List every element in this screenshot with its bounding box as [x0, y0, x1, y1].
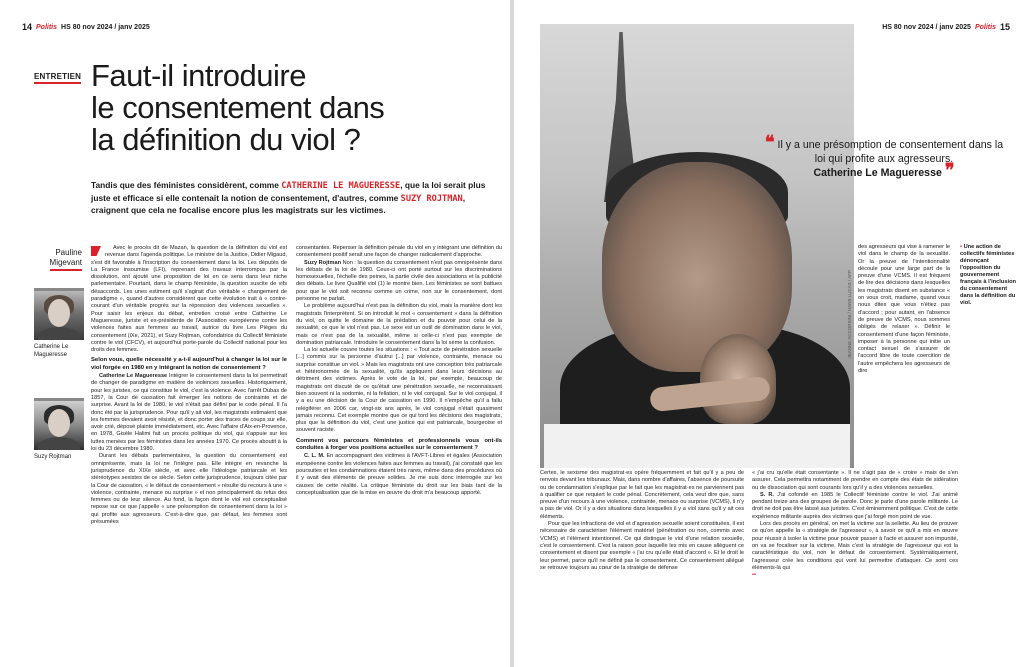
paragraph: Certes, le sexisme des magistrat·es opère fréquemment et fait qu'il y a peu de renvois devant les tribunaux. Mais, dans nombre d'affaires, l'absence de poursuite ou de condamnation s'explique par le fait que les magistrat·es ne parviennent pas à qualifier ce que requiert le code pénal. Concrètement, cela veut dire que, sans preuve d'un recours à une violence, contrainte, menace ou surprise (VCMS), il n'y a pas de viol. Or il y a des situations dans lesquelles il y a viol sans qu'il y ait ces éléments.: [540, 470, 744, 520]
speaker-name: Suzy Rojtman: [304, 259, 341, 266]
close-quote-icon: ❞: [944, 160, 955, 181]
speaker-name: Catherine Le Magueresse: [99, 373, 168, 380]
brand-name: Politis: [36, 23, 58, 31]
photo-caption-text: Une action de collectifs féministes dénonçant l'opposition du gouvernement français à l'inclusion du consentement dans la définition du viol.: [960, 244, 1017, 306]
headline-line: Faut-il introduire: [91, 58, 306, 93]
standfirst-name-highlight: CATHERINE LE MAGUERESSE: [281, 181, 401, 191]
interview-answer: [91, 373, 287, 453]
headline-line: la définition du viol ?: [91, 122, 361, 157]
article-column-right-1: [540, 470, 744, 660]
article-column-2: [296, 245, 502, 659]
pull-quote-text: Il y a une présomption de consentement dans la loi qui profite aux agresseurs.: [777, 139, 1004, 165]
interview-answer: [752, 492, 958, 521]
portrait-caption: Catherine Le Magueresse: [34, 344, 69, 358]
standfirst-text: , que la loi serait plus juste et efficace si elle contenait la notion de consentement, d'autres, comme: [91, 180, 486, 203]
answer-text: Non : la question du consentement n'est pas omniprésente dans les débats de la loi de 1980. Ceux-ci ont porté surtout sur les discriminations homosexuelles, l'échelle des peines, la partie civile des associations et la publicité des débats. Le livre Qualifié viol (1) le montre bien. Les féministes se sont battues pour que le viol soit reconnu comme un crime, non sur le consentement, dont personne ne parlait.: [296, 259, 502, 303]
paragraph: consentantes. Repenser la définition pénale du viol en y intégrant une définition du consentement positif serait une façon de changer radicalement d'approche.: [296, 245, 502, 259]
answer-text: J'ai cofondé en 1985 le Collectif féministe contre le viol. J'ai animé pendant treize ans des groupes de parole. Donc je parle d'une parole militante. Le droit ne doit pas être laissé aux juristes. C'est éminemment politique. C'est de cette expérience militante auprès des victimes que j'ai forgé mon point de vue.: [752, 491, 958, 520]
pull-quote: [762, 132, 1006, 181]
paragraph: Durant les débats parlementaires, la question du consentement est omniprésente, mais la loi ne l'intègre pas. Elle intègre en revanche la jurisprudence du XIXe siècle, et avec elle l'idéologie patriarcale et les stéréotypes sexistes de ce siècle. Selon cette jurisprudence, toujours citée par la Cour de cassation, « le défaut de consentement » résulte du recours à une « violence, contrainte, menace ou surprise » et non principalement du refus des femmes ou de leur silence. Au fond, la façon dont le viol est conceptualisé repose sur ce que j'appelle « une présomption de consentement dans la loi » qui profite aux agresseurs. C'est-à-dire que, par défaut, les femmes sont présumées: [91, 453, 287, 525]
paragraph: Avec le procès dit de Mazan, la question de la définition du viol est revenue dans l'agenda politique. Le ministre de la Justice, Didier Migaud, s'est dit favorable à l'inscription du consentement dans la loi. Les députés de La France insoumise (LFI), reprenant des travaux interrompus par la dissolution, ont ajouté une proposition de loi en ce sens dans leur niche parlementaire. Pourtant, dans le champ féministe, la question suscite de vifs désaccords. Les unes estiment qu'il s'agirait d'un véritable « changement de paradigme », quand d'autres considèrent que cette évolution irait à « contre-courant d'un véritable progrès sur la répression des violences sexuelles ». Pour saisir les enjeux du débat, entretien croisé entre Catherine Le Magueresse, juriste et ex-présidente de l'Association européenne contre les violences faites aux femmes au travail, autrice du livre Les Pièges du consentement (iXe, 2021), et Suzy Rojtman, cofondatrice du Collectif féministe contre le viol (CFCV), et aujourd'hui porte-parole du Collectif national pour les droits des femmes.: [91, 245, 287, 354]
standfirst-text: , craignent que cela ne focalise encore plus les magistrats sur les victimes.: [91, 192, 466, 215]
protest-sign: [544, 424, 850, 468]
portrait-photo: [34, 288, 84, 340]
issue-label: HS 80 nov 2024 / janv 2025: [61, 23, 150, 31]
paragraph: La loi actuelle couvre toutes les situations : « Tout acte de pénétration sexuelle [...] commis sur la personne d'autrui [...] par violence, contrainte, menace ou surprise constitue un viol. » Mais les magistrats ont une conception très patriarcale et hétéronormée de la sexualité, qu'ils appliquent dans leurs décisions au détriment des victimes. Après le vote de la loi, par exemple, beaucoup de magistrats ont discuté de ce qu'était une pénétration sexuelle, ne reconnaissant bien souvent ni la sodomie, ni la fellation, ni le viol conjugal. Sur le viol conjugal, il y a eu une décision de la Cour de cassation en 1990. Il n'empêche qu'il a fallu relégiférer en 2006 car, vingt-six ans après, le viol conjugal n'était quasiment jamais reconnu. Cet exemple montre que ce qui tord les décisions des magistrats, plus que la définition du viol, c'est une justice qui est patriarcale, bourgeoise et souvent raciste.: [296, 347, 502, 434]
article-column-1: [91, 245, 287, 659]
article-column-right-upper: [858, 244, 950, 466]
interview-answer: [296, 453, 502, 497]
portrait-photo: [34, 398, 84, 450]
photo-credit: JEANNE ACCORSINI / HANS LUCAS / AFP: [847, 270, 852, 359]
portrait-caption: Suzy Rojtman: [34, 454, 72, 460]
folio-left: [22, 22, 150, 32]
author-first-name: Pauline: [55, 248, 82, 257]
answer-text: En accompagnant des victimes à l'AVFT-Libres et égales (Association européenne contre les violences faites aux femmes au travail), j'ai constaté que les poursuites et les condamnations étaient très rares, même dans des procédures où il y avait des éléments de preuve solides. Je me suis donc interrogée sur les causes de cette réalité. La critique féministe du droit sur les biais tant de la conceptualisation que de la mise en œuvre du droit m'a beaucoup apporté.: [296, 453, 502, 496]
interview-question: Comment vos parcours féministes et professionnels vous ont-ils conduites à forger vos positions actuelles sur le consentement ?: [296, 437, 502, 452]
bullet-icon: •: [960, 244, 964, 250]
author-last-name: Migevant: [50, 258, 82, 271]
section-rubric: ENTRETIEN: [34, 72, 81, 84]
speaker-name: C. L. M.: [304, 453, 325, 460]
interview-answer: [296, 260, 502, 304]
left-page: [0, 0, 510, 667]
paragraph: Pour que les infractions de viol et d'agression sexuelle soient constituées, il est nécessaire de caractériser l'élément matériel (pénétration ou non, commis avec VCMS) et l'élément intentionnel. Ce qui distingue le viol d'une relation sexuelle, c'est le consentement. C'est la raison pour laquelle les mis en cause allèguent ce consentement et disent par exemple « j'ai cru qu'elle était d'accord ». Et le droit le leur permet, parce qu'il ne définit pas le consentement. Ce consentement allégué se retrouve toujours au cœur de la stratégie de défense: [540, 521, 744, 571]
author-byline: [34, 248, 82, 271]
folio-right: [882, 22, 1010, 32]
standfirst-text: Tandis que des féministes considèrent, comme: [91, 180, 282, 190]
article-headline: [91, 60, 501, 156]
standfirst-name-highlight: SUZY ROJTMAN: [400, 193, 463, 204]
mask-face: [602, 162, 792, 372]
paragraph: « j'ai cru qu'elle était consentante ». Il ne s'agit pas de « croire » mais de s'en assurer. Cela permettra notamment de prendre en compte des états de sidération ou de dissociation qui sont courants lors qu'il y a des violences sexuelles.: [752, 470, 958, 491]
paragraph: Lors des procès en général, on met la victime sur la sellette. Au lieu de prouver ce qu'on appelle la « stratégie de l'agresseur », à savoir ce qu'il a mis en œuvre pour réussir à isoler la victime pour pouvoir passer à l'acte et assurer son impunité, on va se focaliser sur la victime. Mais c'est la stratégie de l'agresseur qui est la caractéristique du viol, non le défaut de consentement. Systématiquement, l'agresseur crée les conditions qui vont lui permettre d'attaquer. Ce sont ces éléments-là qui: [752, 521, 958, 571]
speaker-name: S. R.: [760, 491, 774, 498]
page-number: 15: [999, 22, 1010, 32]
open-quote-icon: ❝: [764, 132, 775, 153]
protest-photo: [540, 24, 854, 468]
headline-line: le consentement dans: [91, 90, 385, 125]
interview-question: Selon vous, quelle nécessité y a-t-il aujourd'hui à changer la loi sur le viol forgée en 1980 en y intégrant la notion de consentement ?: [91, 357, 287, 371]
page-number: 14: [22, 22, 33, 32]
article-column-right-2: [752, 470, 958, 660]
article-standfirst: [91, 180, 501, 217]
photo-caption: [960, 244, 1020, 307]
paragraph: Le problème aujourd'hui n'est pas la définition du viol, mais la manière dont les magistrats l'interprètent. Si on introduit le mot « consentement » dans la définition du viol, on quitte le domaine de la prédation et du pouvoir pour celui de la sexualité, ce que le viol n'est pas. Le sexe est un outil de domination dans le viol, mais ce n'est pas de la sexualité, même si celle-ci n'est pas exempte de domination patriarcale. Introduire le consentement dans la loi sème la confusion.: [296, 303, 502, 346]
right-page: [514, 0, 1024, 667]
pull-quote-author: Catherine Le Magueresse: [813, 167, 942, 179]
answer-text: Intégrer le consentement dans la loi permettrait de changer de paradigme en matière de violences sexuelles. Historiquement, pour les juristes, ce qui constitue le viol, c'est la violence. Avec l'arrêt Dubas de 1857, la Cour de cassation fait émerger les notions de contrainte et de surprise. Avant la loi de 1980, le viol n'était pas défini par le code pénal. Il l'a donc été par la jurisprudence. Pour qu'il y ait viol, les magistrats estimaient que les femmes devaient avoir résisté, et donc porter des traces de coups sur elle, avoir crié, déposé plainte immédiatement, etc. Avec l'affaire d'Aix-en-Provence, en 1978, Gisèle Halimi fait un procès politique du viol, qui s'appuie sur les luttes menées par les féministes dans les années 1970. Ce procès aboutit à la loi du 23 décembre 1980.: [91, 373, 287, 453]
issue-label: HS 80 nov 2024 / janv 2025: [882, 23, 971, 31]
paragraph: des agresseurs qui vise à ramener le viol dans le champ de la sexualité. Or la preuve de l'intentionnalité découle pour une large part de la preuve d'une VCMS. Il est fréquent de lire des décisions dans lesquelles les magistrats disent en substance « on vous croit, madame, quand vous nous dites que vous n'étiez pas d'accord ; pour autant, en l'absence de preuve de VCMS, nous sommes obligés de relaxer ». Définir le consentement d'une façon féministe, imposer à la personne qui initie un contact sexuel de s'assurer de l'accord libre de toute coercition de l'autre empêchera les agresseurs de dire: [858, 244, 950, 375]
brand-name: Politis: [974, 23, 996, 31]
continued-icon: ••: [752, 572, 756, 579]
